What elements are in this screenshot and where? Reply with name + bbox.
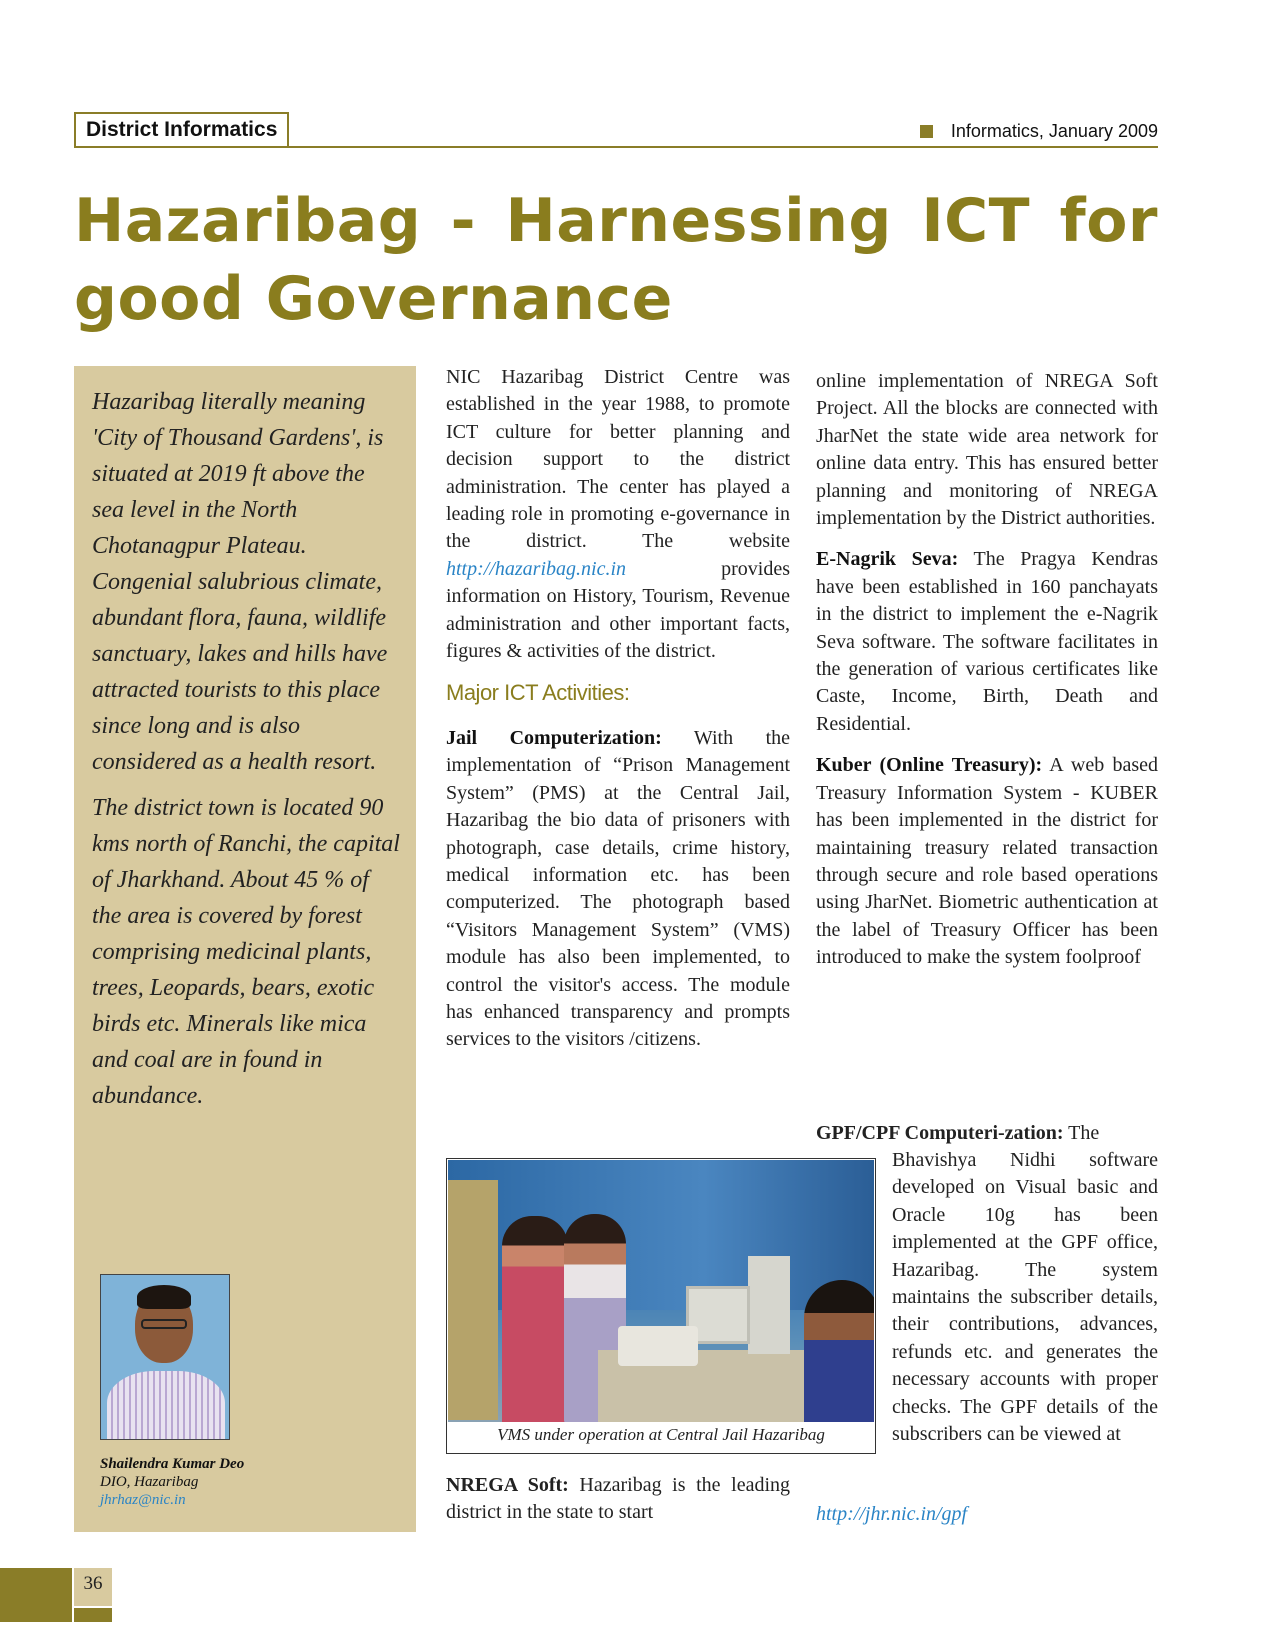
footer-bar: [0, 1568, 72, 1622]
nrega-paragraph: NREGA Soft: Hazaribag is the leading district in the state to start: [446, 1474, 790, 1524]
kuber-paragraph: Kuber (Online Treasury): A web based Treasury Information System - KUBER has been implemented in the district for maintaining treasury related transaction through secure and role based operations using JharNet. Biometric authentication at the label of Treasury Officer has been introduced to make the system foolproof: [816, 754, 1159, 969]
section-label: District Informatics: [74, 112, 289, 146]
gpf-heading-line: GPF/CPF Computeri-zation: The: [816, 1122, 1100, 1144]
enagrik-label: E-Nagrik Seva:: [816, 548, 959, 571]
issue-date: Informatics, January 2009: [950, 120, 1158, 141]
issue-info: [920, 118, 1158, 144]
nrega-label: NREGA Soft:: [446, 1474, 569, 1496]
gpf-paragraph: Bhavishya Nidhi software developed on Visual basic and Oracle 10g has been implemented at the GPF office, Hazaribag. The system maintains the subscriber details, their contributions, advances, refunds etc. and generates the necessary accounts with proper checks. The GPF details of the subscribers can be viewed at: [892, 1149, 1158, 1446]
vms-photo: [448, 1160, 874, 1422]
square-bullet-icon: [920, 125, 933, 138]
nrega-continued: online implementation of NREGA Soft Project. All the blocks are connected with JharNet the state wide area network for online data entry. This has ensured better planning and monitoring of NREGA implementation by the District authorities.: [816, 370, 1158, 530]
section-heading: Major ICT Activities:: [446, 680, 630, 706]
intro-paragraph-2: The district town is located 90 kms north of Ranchi, the capital of Jharkhand. About 45 % of the area is covered by forest comprising medicinal plants, trees, Leopards, bears, exotic birds etc. Minerals like mica and coal are in found in abundance.: [92, 795, 400, 1109]
kuber-label: Kuber (Online Treasury):: [816, 754, 1043, 777]
gpf-label: GPF/CPF Computeri-zation:: [816, 1122, 1064, 1144]
jail-paragraph: Jail Computerization: With the implementation of “Prison Management System” (PMS) at the Central Jail, Hazaribag the bio data of prisoners with photograph, case details, crime history, medical information etc. has been computerized. The photograph based “Visitors Management System” (VMS) module has also been implemented, to control the visitor's access. The module has enhanced transparency and prompts services to the visitors /citizens.: [446, 726, 791, 1051]
intro-body-paragraph: NIC Hazaribag District Centre was established in the year 1988, to promote ICT culture for better planning and decision support to the district administration. The center has played a leading role in promoting e-governance in the district. The website http://hazaribag.nic.in provides information on History, Tourism, Revenue administration and other important facts, figures & activities of the district.: [446, 366, 790, 663]
jail-label: Jail Computerization:: [446, 726, 662, 749]
author-email-link[interactable]: jhrhaz@nic.in: [100, 1492, 186, 1508]
intro-paragraph-1: Hazaribag literally meaning 'City of Thousand Gardens', is situated at 2019 ft above the sea level in the North Chotanagpur Plateau. Congenial salubrious climate, abundant flora, fauna, wildlife sanctuary, lakes and hills have attracted tourists to this place since long and is also considered as a health resort.: [92, 389, 388, 775]
footer-strip: [74, 1608, 112, 1622]
header-rule: [74, 146, 1158, 148]
figure-vms: [446, 1158, 876, 1454]
gpf-link[interactable]: http://jhr.nic.in/gpf: [816, 1503, 968, 1525]
page-number: 36: [83, 1573, 103, 1594]
website-link[interactable]: http://hazaribag.nic.in: [446, 557, 626, 580]
author-role: DIO, Hazaribag: [100, 1474, 199, 1490]
enagrik-paragraph: E-Nagrik Seva: The Pragya Kendras have been established in 160 panchayats in the district to implement the e-Nagrik Seva software. The software facilitates in the generation of various certificates like Caste, Income, Birth, Death and Residential.: [816, 548, 1158, 735]
author-photo: [100, 1274, 230, 1440]
sidebar-intro-box: [74, 366, 416, 1532]
article-title: Hazaribag - Harnessing ICT for good Governance: [74, 186, 1158, 334]
author-name: Shailendra Kumar Deo: [100, 1456, 245, 1472]
figure-caption: VMS under operation at Central Jail Hazaribag: [497, 1425, 825, 1444]
column-right: [816, 368, 1158, 986]
intro-text: [92, 384, 402, 1124]
column-middle: [446, 364, 790, 1068]
